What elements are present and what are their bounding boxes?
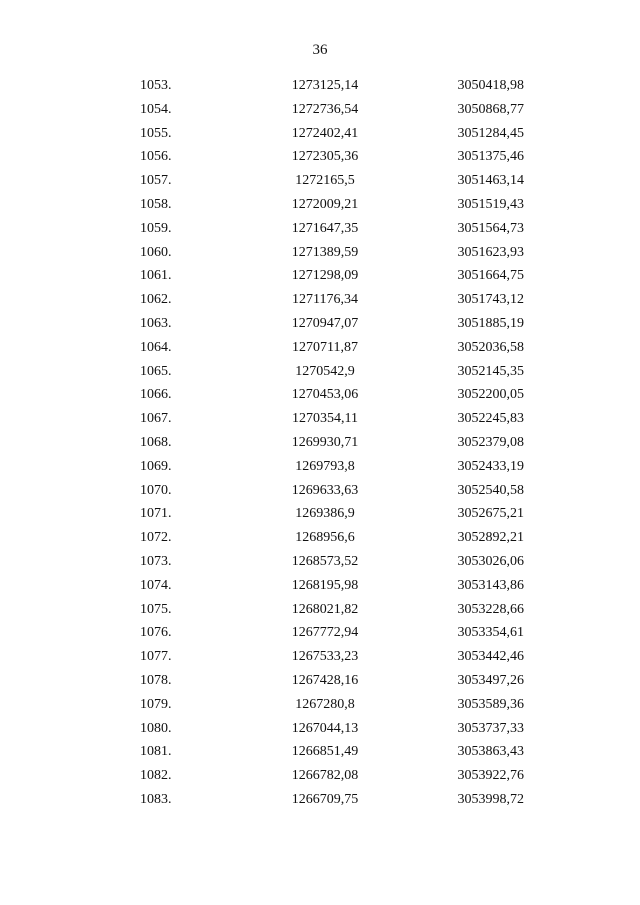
point-number-cell: 1077. xyxy=(140,649,172,665)
y-coordinate-cell: 3052036,58 xyxy=(457,339,524,355)
x-coordinate-cell: 1267772,94 xyxy=(291,625,359,641)
point-number-cell: 1068. xyxy=(140,434,172,450)
x-coordinate-cell: 1269793,8 xyxy=(295,458,355,474)
point-number-cell: 1073. xyxy=(140,553,172,569)
point-number-cell: 1076. xyxy=(140,625,172,641)
y-coordinate-cell: 3052145,35 xyxy=(457,363,524,379)
point-number-cell: 1057. xyxy=(140,173,172,189)
point-number-cell: 1071. xyxy=(140,506,172,522)
x-coordinate-cell: 1271176,34 xyxy=(292,292,358,308)
point-number-cell: 1075. xyxy=(140,601,172,617)
y-coordinate-cell: 3051519,43 xyxy=(457,196,524,212)
point-number-cell: 1063. xyxy=(140,315,172,331)
table-row xyxy=(0,693,640,717)
x-coordinate-cell: 1271298,09 xyxy=(291,268,359,284)
table-row xyxy=(0,288,640,312)
x-coordinate-cell: 1272305,36 xyxy=(291,149,359,165)
point-number-cell: 1080. xyxy=(140,720,172,736)
table-row xyxy=(0,383,640,407)
y-coordinate-cell: 3051743,12 xyxy=(457,292,524,308)
table-row xyxy=(0,407,640,431)
point-number-cell: 1054. xyxy=(140,101,172,117)
point-number-cell: 1069. xyxy=(140,458,172,474)
table-row xyxy=(0,98,640,122)
point-number-cell: 1083. xyxy=(140,791,172,807)
table-row xyxy=(0,574,640,598)
y-coordinate-cell: 3053442,46 xyxy=(457,649,524,665)
point-number-cell: 1082. xyxy=(140,768,172,784)
table-row xyxy=(0,312,640,336)
table-row xyxy=(0,740,640,764)
x-coordinate-cell: 1270947,07 xyxy=(291,315,359,331)
x-coordinate-cell: 1273125,14 xyxy=(291,78,359,93)
x-coordinate-cell: 1269386,9 xyxy=(295,506,355,522)
x-coordinate-cell: 1268195,98 xyxy=(291,577,359,593)
x-coordinate-cell: 1266851,49 xyxy=(291,744,359,760)
coordinates-table xyxy=(0,74,640,812)
point-number-cell: 1070. xyxy=(140,482,172,498)
x-coordinate-cell: 1268573,52 xyxy=(291,553,359,569)
point-number-cell: 1065. xyxy=(140,363,172,379)
point-number-cell: 1058. xyxy=(140,196,172,212)
table-row xyxy=(0,193,640,217)
y-coordinate-cell: 3053737,33 xyxy=(457,720,524,736)
y-coordinate-cell: 3052200,05 xyxy=(457,387,524,403)
table-row xyxy=(0,360,640,384)
point-number-cell: 1079. xyxy=(140,696,172,712)
y-coordinate-cell: 3051375,46 xyxy=(457,149,524,165)
x-coordinate-cell: 1270711,87 xyxy=(292,339,358,355)
table-row xyxy=(0,550,640,574)
y-coordinate-cell: 3053497,26 xyxy=(457,672,524,688)
y-coordinate-cell: 3051284,45 xyxy=(457,125,524,141)
x-coordinate-cell: 1267044,13 xyxy=(291,720,359,736)
table-row xyxy=(0,764,640,788)
y-coordinate-cell: 3052675,21 xyxy=(457,506,524,522)
table-row xyxy=(0,336,640,360)
y-coordinate-cell: 3051664,75 xyxy=(457,268,524,284)
table-row xyxy=(0,455,640,479)
x-coordinate-cell: 1272009,21 xyxy=(291,196,359,212)
y-coordinate-cell: 3053354,61 xyxy=(457,625,524,641)
x-coordinate-cell: 1268956,6 xyxy=(295,530,355,546)
y-coordinate-cell: 3050868,77 xyxy=(457,101,524,117)
x-coordinate-cell: 1270453,06 xyxy=(291,387,359,403)
point-number-cell: 1062. xyxy=(140,292,172,308)
table-row xyxy=(0,645,640,669)
page-number: 36 xyxy=(312,42,328,58)
x-coordinate-cell: 1270354,11 xyxy=(292,411,358,427)
table-row xyxy=(0,788,640,812)
x-coordinate-cell: 1266709,75 xyxy=(291,791,359,807)
point-number-cell: 1056. xyxy=(140,149,172,165)
y-coordinate-cell: 3053589,36 xyxy=(457,696,524,712)
table-row xyxy=(0,74,640,98)
point-number-cell: 1081. xyxy=(140,744,172,760)
y-coordinate-cell: 3053922,76 xyxy=(457,768,524,784)
y-coordinate-cell: 3053863,43 xyxy=(457,744,524,760)
y-coordinate-cell: 3051623,93 xyxy=(457,244,524,260)
y-coordinate-cell: 3053998,72 xyxy=(457,791,524,807)
y-coordinate-cell: 3053026,06 xyxy=(457,553,524,569)
x-coordinate-cell: 1267428,16 xyxy=(291,672,359,688)
point-number-cell: 1066. xyxy=(140,387,172,403)
point-number-cell: 1061. xyxy=(140,268,172,284)
y-coordinate-cell: 3050418,98 xyxy=(457,78,524,93)
y-coordinate-cell: 3052892,21 xyxy=(457,530,524,546)
x-coordinate-cell: 1272402,41 xyxy=(291,125,359,141)
point-number-cell: 1067. xyxy=(140,411,172,427)
x-coordinate-cell: 1272165,5 xyxy=(295,173,355,189)
table-row xyxy=(0,217,640,241)
point-number-cell: 1064. xyxy=(140,339,172,355)
x-coordinate-cell: 1271647,35 xyxy=(291,220,359,236)
x-coordinate-cell: 1270542,9 xyxy=(295,363,355,379)
x-coordinate-cell: 1267280,8 xyxy=(295,696,355,712)
table-row xyxy=(0,241,640,265)
point-number-cell: 1072. xyxy=(140,530,172,546)
y-coordinate-cell: 3053228,66 xyxy=(457,601,524,617)
y-coordinate-cell: 3051885,19 xyxy=(457,315,524,331)
y-coordinate-cell: 3051463,14 xyxy=(457,173,524,189)
table-row xyxy=(0,431,640,455)
y-coordinate-cell: 3053143,86 xyxy=(457,577,524,593)
x-coordinate-cell: 1272736,54 xyxy=(291,101,359,117)
y-coordinate-cell: 3052245,83 xyxy=(457,411,524,427)
point-number-cell: 1078. xyxy=(140,672,172,688)
x-coordinate-cell: 1269633,63 xyxy=(291,482,359,498)
x-coordinate-cell: 1266782,08 xyxy=(291,768,359,784)
x-coordinate-cell: 1268021,82 xyxy=(291,601,359,617)
table-row xyxy=(0,145,640,169)
table-row xyxy=(0,598,640,622)
table-row xyxy=(0,479,640,503)
table-row xyxy=(0,122,640,146)
point-number-cell: 1053. xyxy=(140,78,172,93)
table-row xyxy=(0,169,640,193)
point-number-cell: 1074. xyxy=(140,577,172,593)
table-row xyxy=(0,669,640,693)
x-coordinate-cell: 1271389,59 xyxy=(291,244,359,260)
table-row xyxy=(0,621,640,645)
point-number-cell: 1060. xyxy=(140,244,172,260)
y-coordinate-cell: 3051564,73 xyxy=(457,220,524,236)
table-row xyxy=(0,526,640,550)
x-coordinate-cell: 1267533,23 xyxy=(291,649,359,665)
table-row xyxy=(0,502,640,526)
table-row xyxy=(0,264,640,288)
y-coordinate-cell: 3052540,58 xyxy=(457,482,524,498)
y-coordinate-cell: 3052433,19 xyxy=(457,458,524,474)
x-coordinate-cell: 1269930,71 xyxy=(291,434,359,450)
point-number-cell: 1059. xyxy=(140,220,172,236)
y-coordinate-cell: 3052379,08 xyxy=(457,434,524,450)
table-row xyxy=(0,717,640,741)
point-number-cell: 1055. xyxy=(140,125,172,141)
